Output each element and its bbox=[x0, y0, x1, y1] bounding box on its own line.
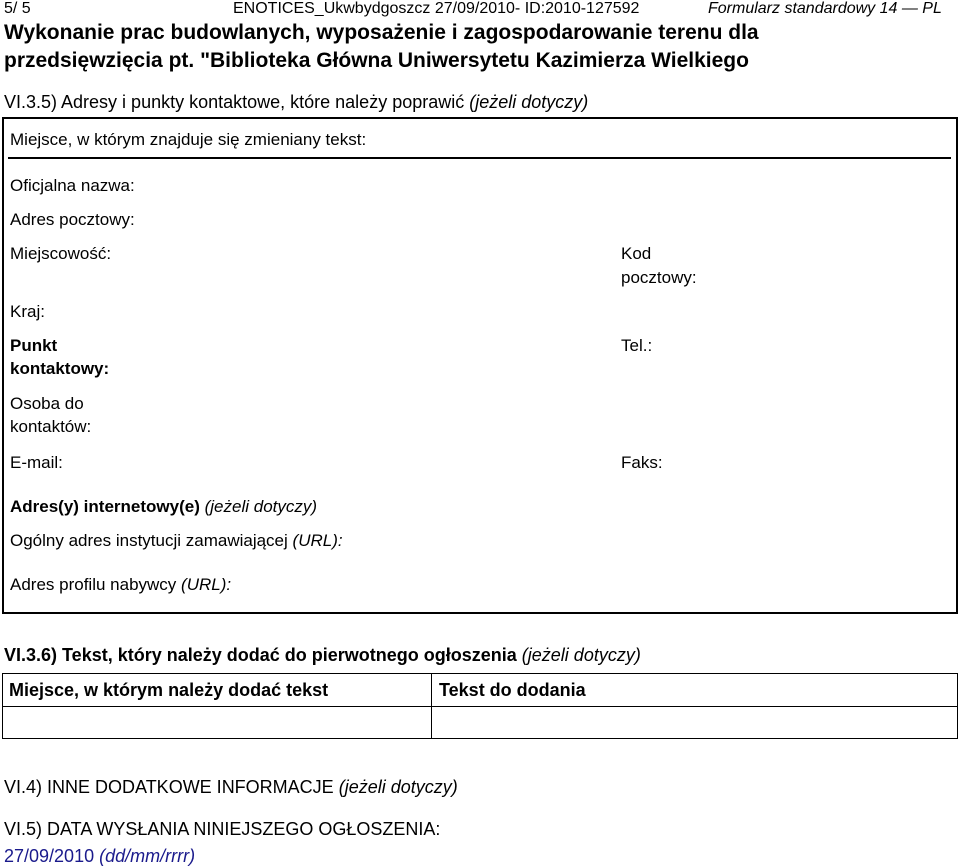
section-vi4-heading bbox=[4, 776, 458, 798]
section-vi4-heading-text: VI.4) INNE DODATKOWE INFORMACJE bbox=[4, 777, 334, 797]
city-label: Miejscowość: bbox=[10, 244, 112, 263]
contact-point-label-2: kontaktowy: bbox=[10, 359, 110, 378]
contact-person-label-1: Osoba do bbox=[10, 394, 84, 413]
email-label: E-mail: bbox=[10, 453, 63, 472]
postal-address-label: Adres pocztowy: bbox=[10, 210, 135, 229]
send-date-value: 27/09/2010 bbox=[4, 846, 95, 866]
internet-heading-text: Adres(y) internetowy(e) bbox=[10, 497, 200, 516]
section-vi36-heading-text: VI.3.6) Tekst, który należy dodać do pierwotnego ogłoszenia bbox=[4, 645, 517, 665]
notice-id: ENOTICES_Ukwbydgoszcz 27/09/2010- ID:2010-127592 bbox=[233, 0, 640, 17]
general-address-text: Ogólny adres instytucji zamawiającej bbox=[10, 531, 288, 550]
postal-code-label-2: pocztowy: bbox=[621, 268, 697, 287]
document-title-line1: Wykonanie prac budowlanych, wyposażenie i zagospodarowanie terenu dla bbox=[4, 21, 759, 44]
table-header-place: Miejsce, w którym należy dodać tekst bbox=[9, 680, 329, 700]
section-vi5-heading: VI.5) DATA WYSŁANIA NINIEJSZEGO OGŁOSZENIA: bbox=[4, 819, 441, 839]
tel-label: Tel.: bbox=[621, 336, 653, 355]
page-number: 5/ 5 bbox=[4, 0, 31, 17]
internet-heading bbox=[10, 496, 317, 518]
section-vi4-heading-note: (jeżeli dotyczy) bbox=[338, 777, 458, 797]
send-date bbox=[4, 845, 195, 867]
section-vi35-heading bbox=[4, 91, 588, 113]
divider-rule bbox=[8, 157, 951, 159]
section-vi36-heading bbox=[4, 644, 641, 666]
table-header-text: Tekst do dodania bbox=[439, 680, 586, 700]
buyer-profile-label bbox=[10, 574, 231, 596]
add-text-table bbox=[2, 673, 958, 739]
internet-heading-note: (jeżeli dotyczy) bbox=[204, 497, 318, 516]
general-address-label bbox=[10, 530, 343, 552]
buyer-profile-url: (URL): bbox=[181, 575, 232, 594]
official-name-label: Oficjalna nazwa: bbox=[10, 176, 135, 195]
document-title-line2: przedsięwzięcia pt. "Biblioteka Główna Uniwersytetu Kazimierza Wielkiego bbox=[4, 49, 749, 72]
send-date-format: (dd/mm/rrrr) bbox=[99, 846, 196, 866]
table-row-divider bbox=[3, 706, 957, 707]
buyer-profile-text: Adres profilu nabywcy bbox=[10, 575, 177, 594]
place-label: Miejsce, w którym znajduje się zmieniany tekst: bbox=[10, 130, 367, 149]
fax-label: Faks: bbox=[621, 453, 663, 472]
contact-point-label-1: Punkt bbox=[10, 336, 58, 355]
section-vi35-heading-note: (jeżeli dotyczy) bbox=[469, 92, 589, 112]
contact-person-label-2: kontaktów: bbox=[10, 417, 92, 436]
section-vi36-heading-note: (jeżeli dotyczy) bbox=[521, 645, 641, 665]
section-vi35-heading-text: VI.3.5) Adresy i punkty kontaktowe, które należy poprawić bbox=[4, 92, 465, 112]
form-name: Formularz standardowy 14 — PL bbox=[708, 0, 942, 17]
country-label: Kraj: bbox=[10, 302, 45, 321]
general-address-url: (URL): bbox=[292, 531, 343, 550]
postal-code-label-1: Kod bbox=[621, 244, 652, 263]
